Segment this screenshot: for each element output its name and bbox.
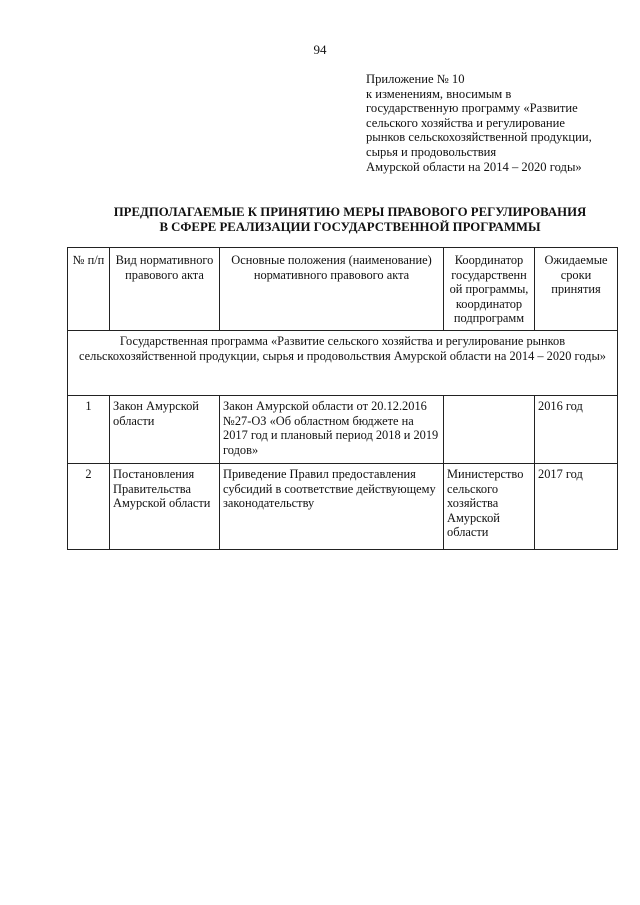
table-row <box>68 396 618 464</box>
document-title <box>60 205 640 235</box>
appendix-line: сырья и продовольствия <box>366 144 497 159</box>
row-coordinator <box>444 396 535 464</box>
table-header-row <box>68 248 618 331</box>
program-title-row <box>68 331 618 396</box>
measures-table <box>67 247 618 550</box>
appendix-line: государственную программу «Развитие <box>366 101 578 116</box>
appendix-line: Амурской области на 2014 – 2020 годы» <box>366 159 582 174</box>
row-num: 1 <box>68 396 110 464</box>
row-term: 2017 год <box>535 464 618 550</box>
header-main-provisions: Основные положения (наименование) нормативного правового акта <box>220 248 444 331</box>
row-term: 2016 год <box>535 396 618 464</box>
appendix-line: рынков сельскохозяйственной продукции, <box>366 130 592 145</box>
row-content: Приведение Правил предоставления субсидий в соответствие действующему законодательству <box>220 464 444 550</box>
header-num: № п/п <box>68 248 110 331</box>
row-act-type: Постановления Правительства Амурской области <box>110 464 220 550</box>
appendix-line: к изменениям, вносимым в <box>366 86 512 101</box>
document-title-line: В СФЕРЕ РЕАЛИЗАЦИИ ГОСУДАРСТВЕННОЙ ПРОГРАММЫ <box>159 220 541 234</box>
header-expected-term: Ожидаемые сроки принятия <box>535 248 618 331</box>
appendix-line: сельского хозяйства и регулирование <box>366 115 565 130</box>
header-coordinator: Координатор государственн ой программы, координатор подпрограмм <box>444 248 535 331</box>
table-row <box>68 464 618 550</box>
page-number: 94 <box>313 42 327 57</box>
row-coordinator: Министерство сельского хозяйства Амурской области <box>444 464 535 550</box>
appendix-note <box>366 72 636 174</box>
program-title: Государственная программа «Развитие сельского хозяйства и регулирование рынков сельскохозяйственной продукции, сырья и продовольствия Амурской области на 2014 – 2020 годы» <box>68 331 618 396</box>
header-act-type: Вид нормативного правового акта <box>110 248 220 331</box>
appendix-line: Приложение № 10 <box>366 72 465 86</box>
row-content: Закон Амурской области от 20.12.2016 №27-ОЗ «Об областном бюджете на 2017 год и плановый период 2018 и 2019 годов» <box>220 396 444 464</box>
row-num: 2 <box>68 464 110 550</box>
document-title-line: ПРЕДПОЛАГАЕМЫЕ К ПРИНЯТИЮ МЕРЫ ПРАВОВОГО РЕГУЛИРОВАНИЯ <box>113 205 587 219</box>
row-act-type: Закон Амурской области <box>110 396 220 464</box>
